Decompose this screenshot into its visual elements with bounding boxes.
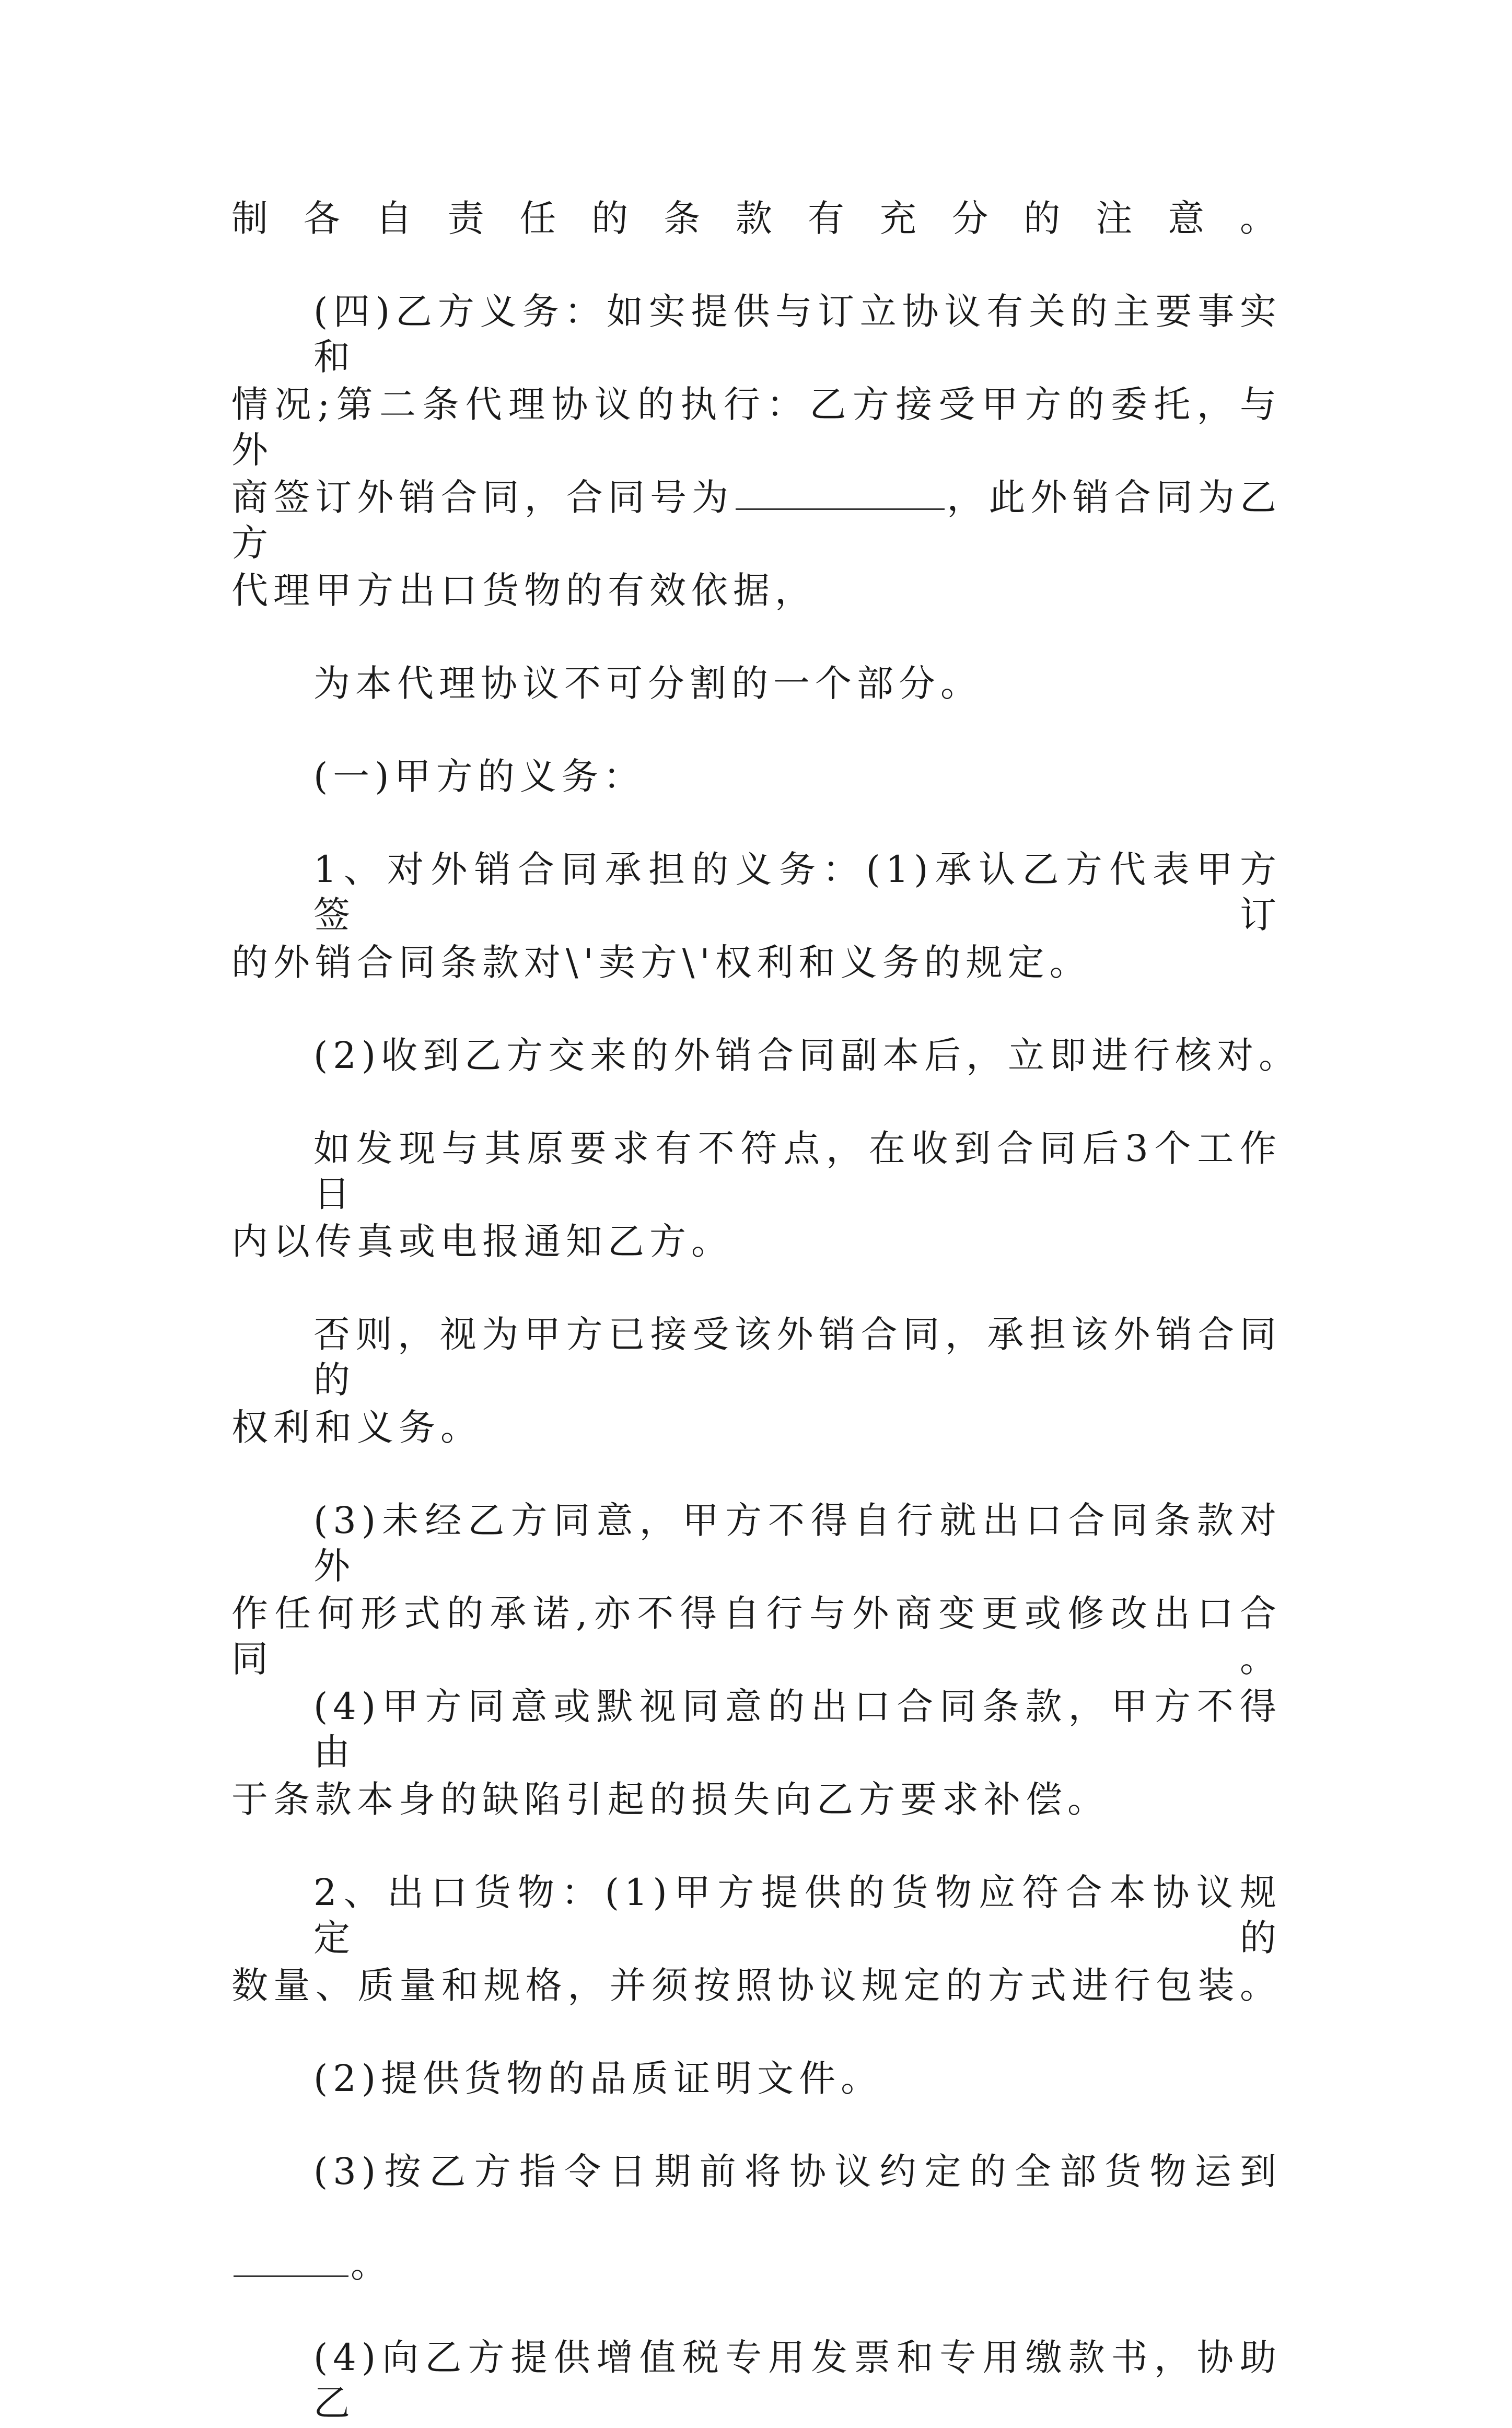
paragraph-line-with-blank [231,2242,1282,2287]
paragraph-line: (3)按乙方指令日期前将协议约定的全部货物运到 [313,2150,1282,2193]
paragraph-line: 权利和义务。 [231,1406,482,1449]
paragraph-line: (一)甲方的义务： [313,755,645,798]
paragraph-line-with-blank [231,475,1282,564]
paragraph-line: 内以传真或电报通知乙方。 [231,1220,733,1263]
destination-blank [234,2270,348,2277]
line-segment: 商签订外销合同，合同号为 [231,476,734,519]
paragraph-line: (4)甲方同意或默视同意的出口合同条款，甲方不得由 [313,1685,1282,1773]
paragraph-line: 为本代理协议不可分割的一个部分。 [313,662,982,705]
line-segment: 。 [351,2243,392,2286]
document-body [231,196,1301,2428]
paragraph-line: (2)提供货物的品质证明文件。 [313,2057,883,2100]
paragraph-line: 如发现与其原要求有不符点，在收到合同后3个工作日 [313,1127,1282,1215]
line-segment: ，此外销合同为乙方 [231,476,1282,564]
paragraph-line: 作任何形式的承诺,亦不得自行与外商变更或修改出口合同。 [231,1592,1282,1680]
paragraph-line: 代理甲方出口货物的有效依据， [231,569,817,612]
paragraph-line: 制各自责任的条款有充分的注意。 [231,197,1282,240]
paragraph-line: (3)未经乙方同意，甲方不得自行就出口合同条款对外 [313,1499,1282,1587]
paragraph-line: 2、出口货物：(1)甲方提供的货物应符合本协议规定的 [313,1871,1282,1959]
paragraph-line: 否则，视为甲方已接受该外销合同，承担该外销合同的 [313,1313,1282,1401]
paragraph-line: (4)向乙方提供增值税专用发票和专用缴款书，协助乙 [313,2336,1282,2424]
paragraph-line: (2)收到乙方交来的外销合同副本后，立即进行核对。 [313,1034,1301,1077]
paragraph-line: 的外销合同条款对\'卖方\'权利和义务的规定。 [231,941,1091,984]
paragraph-line: 情况;第二条代理协议的执行：乙方接受甲方的委托，与外 [231,383,1282,471]
paragraph-line: (四)乙方义务：如实提供与订立协议有关的主要事实和 [313,290,1282,378]
paragraph-line: 1、对外销合同承担的义务：(1)承认乙方代表甲方签订 [313,848,1282,936]
contract-number-blank [736,503,945,510]
paragraph-line: 数量、质量和规格，并须按照协议规定的方式进行包装。 [231,1964,1282,2007]
paragraph-line: 于条款本身的缺陷引起的损失向乙方要求补偿。 [231,1778,1109,1821]
